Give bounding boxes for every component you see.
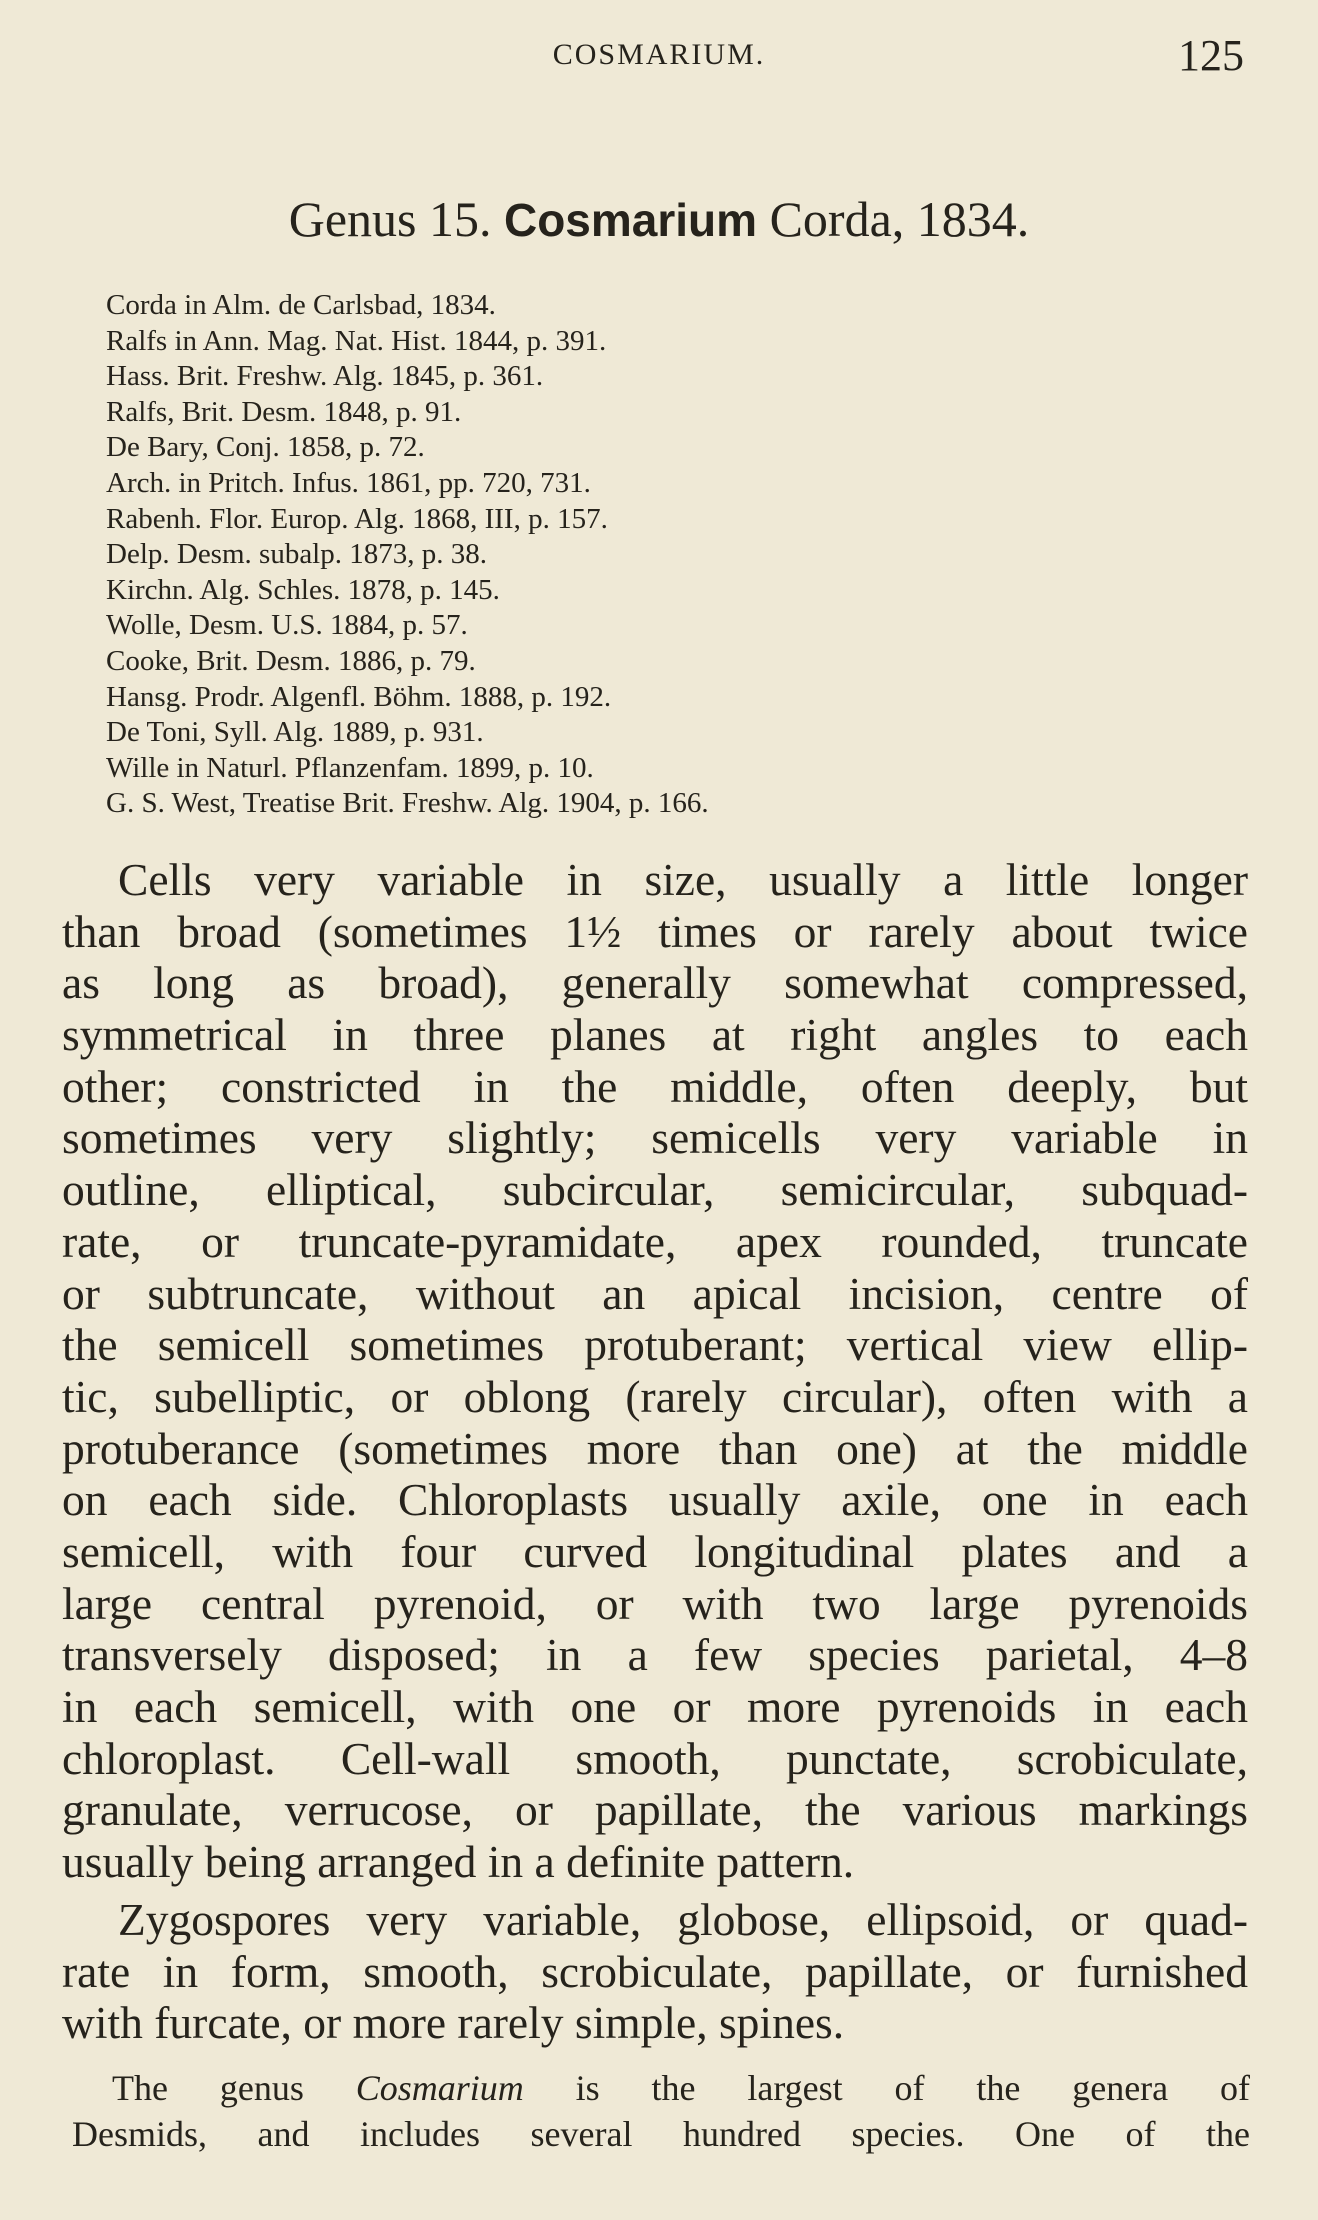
reference-item: Hass. Brit. Freshw. Alg. 1845, p. 361. [106,360,544,393]
genus-number: Genus 15. [288,191,492,247]
text-line: rate in form, smooth, scrobiculate, papillate, or furnished [62,1945,1248,1997]
reference-item: De Bary, Conj. 1858, p. 72. [106,431,425,464]
note-genus-name: Cosmarium [355,2068,524,2108]
text-line: on each side. Chloroplasts usually axile, one in each [62,1474,1248,1526]
text-line: transversely disposed; in a few species parietal, 4–8 [62,1629,1248,1681]
text-line: outline, elliptical, subcircular, semicircular, subquad- [62,1164,1248,1216]
text-line: symmetrical in three planes at right angles to each [62,1009,1248,1061]
text-line: than broad (sometimes 1½ times or rarely about twice [62,905,1248,957]
note-text: is the largest of the genera of [575,2068,1250,2108]
text-line: Zygospores very variable, globose, ellipsoid, or quad- [118,1894,1248,1945]
text-line: tic, subelliptic, or oblong (rarely circular), often with a [62,1370,1248,1422]
text-line: in each semicell, with one or more pyrenoids in each [62,1681,1248,1732]
text-line: with furcate, or more rarely simple, spines. [62,1997,845,2049]
text-line: semicell, with four curved longitudinal plates and a [62,1525,1248,1577]
reference-item: De Toni, Syll. Alg. 1889, p. 931. [106,716,484,749]
genus-heading [0,190,1318,248]
reference-item: Rabenh. Flor. Europ. Alg. 1868, III, p. 157. [106,502,608,535]
zygospore-paragraph [62,1894,1248,2049]
text-line: Cells very variable in size, usually a little longer [118,854,1248,905]
reference-item: G. S. West, Treatise Brit. Freshw. Alg. 1904, p. 166. [106,787,709,820]
note-text: The genus [112,2068,304,2108]
reference-item: Delp. Desm. subalp. 1873, p. 38. [106,538,487,571]
reference-item: Ralfs, Brit. Desm. 1848, p. 91. [106,395,462,428]
genus-name: Cosmarium [503,194,758,246]
running-title: COSMARIUM. [552,38,766,71]
note-line: Desmids, and includes several hundred species. One of the [72,2114,1250,2154]
text-line: or subtruncate, without an apical incision, centre of [62,1267,1248,1319]
reference-item: Kirchn. Alg. Schles. 1878, p. 145. [106,573,500,606]
reference-item: Wille in Naturl. Pflanzenfam. 1899, p. 10. [106,751,594,784]
reference-list [106,288,1256,822]
text-line: protuberance (sometimes more than one) at the middle [62,1422,1248,1474]
text-line: usually being arranged in a definite pattern. [62,1836,855,1888]
text-line: granulate, verrucose, or papillate, the various markings [62,1784,1248,1836]
text-line: large central pyrenoid, or with two large pyrenoids [62,1577,1248,1629]
running-head [0,30,1318,80]
genus-description [62,854,1248,1888]
genus-authority: Corda, 1834. [769,191,1030,247]
reference-item: Arch. in Pritch. Infus. 1861, pp. 720, 731. [106,466,591,499]
reference-item: Wolle, Desm. U.S. 1884, p. 57. [106,609,468,642]
reference-item: Cooke, Brit. Desm. 1886, p. 79. [106,644,476,677]
text-line: other; constricted in the middle, often deeply, but [62,1060,1248,1112]
note-line [72,2065,1250,2111]
page-number: 125 [1178,31,1244,80]
text-line: the semicell sometimes protuberant; vertical view ellip- [62,1319,1248,1371]
reference-item: Corda in Alm. de Carlsbad, 1834. [106,289,496,321]
reference-item: Ralfs in Ann. Mag. Nat. Hist. 1844, p. 391. [106,324,607,357]
text-line: sometimes very slightly; semicells very variable in [62,1112,1248,1164]
text-line: rate, or truncate-pyramidate, apex rounded, truncate [62,1215,1248,1267]
text-line: as long as broad), generally somewhat compressed, [62,957,1248,1009]
note-paragraph [72,2065,1250,2157]
reference-item: Hansg. Prodr. Algenfl. Böhm. 1888, p. 192. [106,680,612,713]
text-line: chloroplast. Cell-wall smooth, punctate, scrobiculate, [62,1732,1248,1784]
